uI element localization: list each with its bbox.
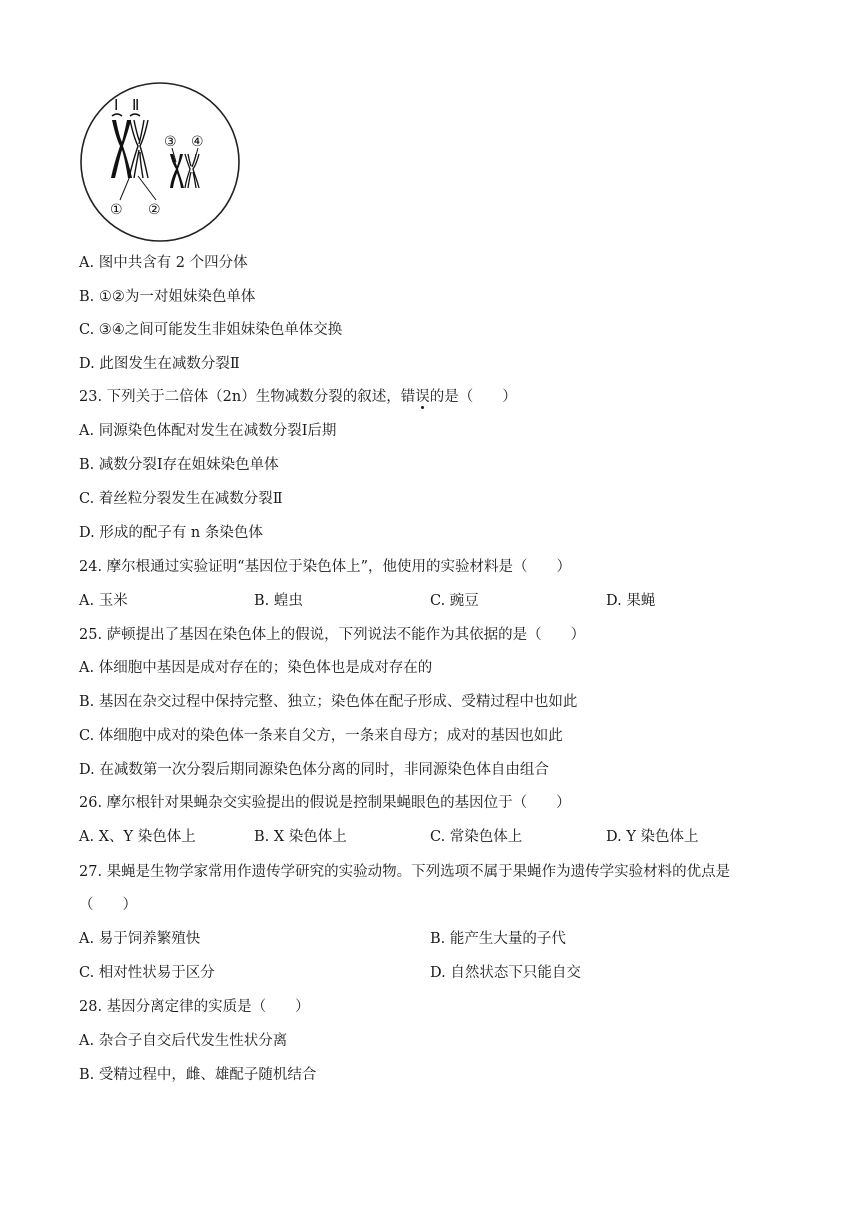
q23-stem-before: 23. 下列关于二倍体（2n）生物减数分裂的叙述，错 — [79, 389, 416, 405]
q24-stem: 24. 摩尔根通过实验证明“基因位于染色体上”，他使用的实验材料是（ ） — [79, 559, 571, 575]
q27-option-c: C. 相对性状易于区分 — [79, 965, 215, 981]
q25-option-c: C. 体细胞中成对的染色体一条来自父方，一条来自母方；成对的基因也如此 — [79, 728, 563, 744]
leader-line-2 — [138, 176, 156, 200]
q26-option-b: B. X 染色体上 — [254, 829, 347, 845]
chromosome-top-mark — [130, 114, 140, 116]
chromosome-4 — [185, 154, 199, 188]
q22-option-b: B. ①②为一对姐妹染色单体 — [79, 289, 256, 305]
q28-option-b: B. 受精过程中，雌、雄配子随机结合 — [79, 1067, 317, 1083]
leader-line-1 — [120, 176, 130, 200]
q25-option-a: A. 体细胞中基因是成对存在的；染色体也是成对存在的 — [79, 660, 433, 676]
q23-stem-emphasis: 误 — [415, 389, 430, 405]
q26-option-c: C. 常染色体上 — [430, 829, 523, 845]
q28-option-a: A. 杂合子自交后代发生性状分离 — [79, 1033, 288, 1049]
chromosome-top-mark — [112, 114, 122, 116]
cell-diagram-svg — [78, 82, 242, 242]
q23-stem — [79, 387, 517, 407]
q24-option-a: A. 玉米 — [79, 593, 128, 609]
q23-option-b: B. 减数分裂Ⅰ存在姐妹染色单体 — [79, 457, 279, 473]
label-circ-2: ② — [148, 202, 161, 218]
chromosome-2 — [129, 120, 148, 178]
chromosome-1 — [111, 120, 132, 178]
q24-option-d: D. 果蝇 — [606, 593, 656, 609]
q27-option-a: A. 易于饲养繁殖快 — [79, 931, 201, 947]
q26-stem: 26. 摩尔根针对果蝇杂交实验提出的假说是控制果蝇眼色的基因位于（ ） — [79, 795, 571, 811]
q24-option-c: C. 豌豆 — [430, 593, 479, 609]
label-circ-3: ③ — [164, 134, 177, 150]
label-circ-4: ④ — [191, 134, 204, 150]
q27-stem-line-1: 27. 果蝇是生物学家常用作遗传学研究的实验动物。下列选项不属于果蝇作为遗传学实验材料的优点是 — [79, 864, 731, 880]
label-circ-1: ① — [110, 202, 123, 218]
label-roman-1: Ⅰ — [114, 98, 119, 114]
q26-option-d: D. Y 染色体上 — [606, 829, 699, 845]
label-roman-2: Ⅱ — [132, 98, 140, 114]
q23-option-c: C. 着丝粒分裂发生在减数分裂Ⅱ — [79, 491, 283, 507]
q25-stem: 25. 萨顿提出了基因在染色体上的假说，下列说法不能作为其依据的是（ ） — [79, 627, 586, 643]
q22-option-c: C. ③④之间可能发生非姐妹染色单体交换 — [79, 322, 343, 338]
q25-option-d: D. 在减数第一次分裂后期同源染色体分离的同时，非同源染色体自由组合 — [79, 762, 549, 778]
q22-option-d: D. 此图发生在减数分裂Ⅱ — [79, 356, 240, 372]
q27-stem-line-2: （ ） — [79, 897, 137, 913]
q26-option-a: A. X、Y 染色体上 — [79, 829, 196, 845]
cell-diagram — [78, 82, 242, 242]
chromosome-3 — [170, 154, 184, 188]
q22-option-a: A. 图中共含有 2 个四分体 — [79, 255, 248, 271]
q27-option-b: B. 能产生大量的子代 — [430, 931, 566, 947]
q27-option-d: D. 自然状态下只能自交 — [430, 965, 581, 981]
q23-option-a: A. 同源染色体配对发生在减数分裂Ⅰ后期 — [79, 423, 337, 439]
q23-option-d: D. 形成的配子有 n 条染色体 — [79, 525, 263, 541]
q25-option-b: B. 基因在杂交过程中保持完整、独立；染色体在配子形成、受精过程中也如此 — [79, 694, 578, 710]
q24-option-b: B. 蝗虫 — [254, 593, 303, 609]
q28-stem: 28. 基因分离定律的实质是（ ） — [79, 999, 310, 1015]
q23-stem-after: 的是（ ） — [429, 389, 517, 405]
